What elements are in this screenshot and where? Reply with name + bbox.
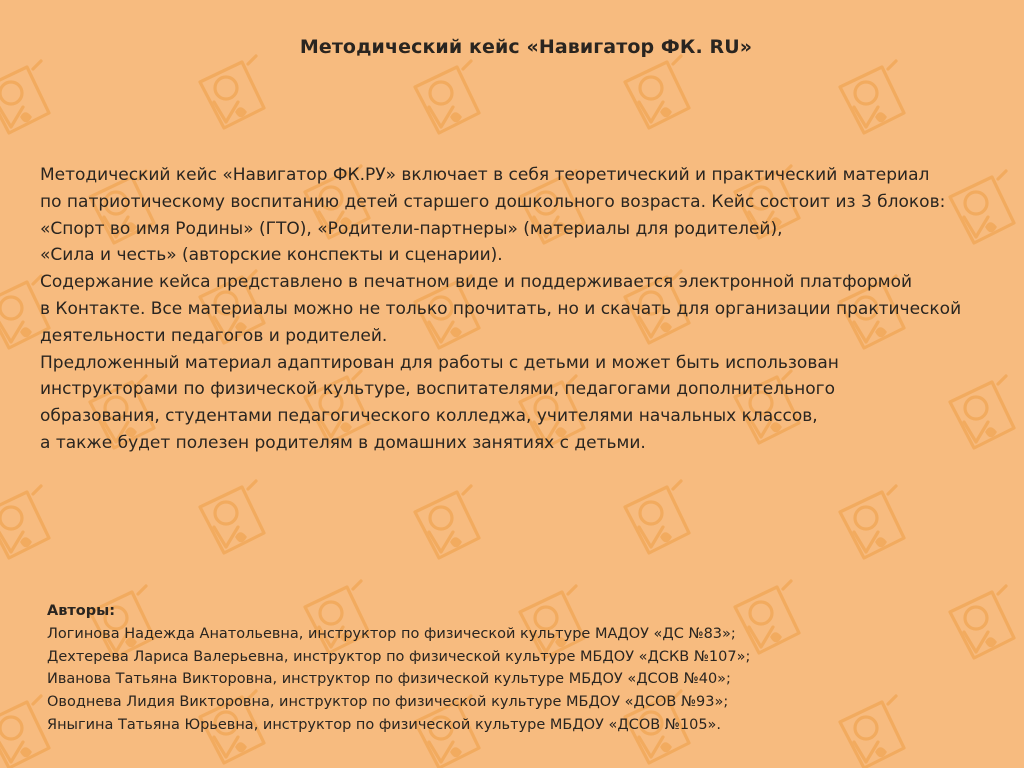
- description-line: в Контакте. Все материалы можно не только прочитать, но и скачать для организации практической: [40, 298, 962, 319]
- description-line: «Спорт во имя Родины» (ГТО), «Родители-партнеры» (материалы для родителей),: [40, 218, 783, 239]
- description-line: инструкторами по физической культуре, воспитателями, педагогами дополнительного: [40, 379, 835, 400]
- description-line: «Сила и честь» (авторские конспекты и сценарии).: [40, 245, 503, 266]
- description-line: Методический кейс «Навигатор ФК.РУ» включает в себя теоретический и практический материал: [40, 165, 930, 185]
- authors-section: [47, 600, 987, 737]
- author-item: Оводнева Лидия Викторовна, инструктор по физической культуре МБДОУ «ДСОВ №93»;: [47, 694, 729, 711]
- authors-heading: Авторы:: [47, 603, 116, 619]
- description-line: образования, студентами педагогического колледжа, учителями начальных классов,: [40, 406, 818, 427]
- author-item: Логинова Надежда Анатольевна, инструктор по физической культуре МАДОУ «ДС №83»;: [47, 625, 736, 642]
- description-line: по патриотическому воспитанию детей старшего дошкольного возраста. Кейс состоит из 3 блоков:: [40, 191, 946, 212]
- author-item: Иванова Татьяна Викторовна, инструктор по физической культуре МБДОУ «ДСОВ №40»;: [47, 671, 731, 688]
- page-title: Методический кейс «Навигатор ФК. RU»: [299, 36, 753, 58]
- author-item: Яныгина Татьяна Юрьевна, инструктор по физической культуре МБДОУ «ДСОВ №105».: [47, 716, 722, 733]
- description-line: Содержание кейса представлено в печатном виде и поддерживается электронной платформой: [40, 272, 913, 293]
- author-item: Дехтерева Лариса Валерьевна, инструктор по физической культуре МБДОУ «ДСКВ №107»;: [47, 648, 751, 665]
- description-line: а также будет полезен родителям в домашних занятиях с детьми.: [40, 432, 646, 453]
- description-line: деятельности педагогов и родителей.: [40, 325, 388, 346]
- description-text: [40, 162, 990, 457]
- description-line: Предложенный материал адаптирован для работы с детьми и может быть использован: [40, 352, 839, 373]
